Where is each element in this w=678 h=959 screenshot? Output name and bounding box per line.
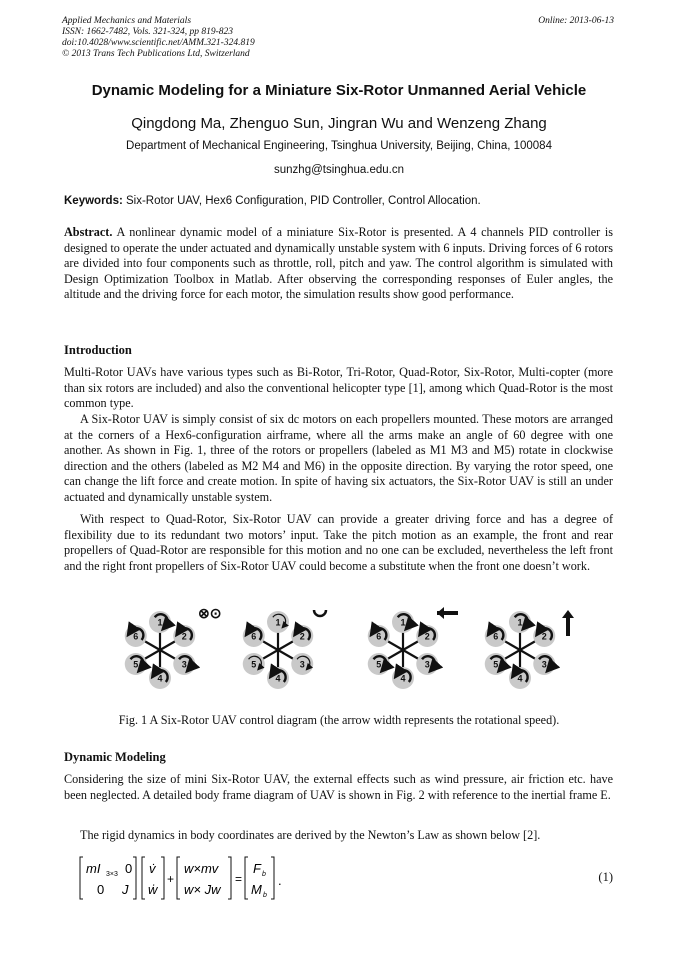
rotor-label: 4 (275, 673, 281, 684)
into-out-of-page-icon: ⊗⊙ (198, 605, 222, 621)
rotor-label: 2 (541, 631, 547, 642)
affiliation: Department of Mechanical Engineering, Tsinghua University, Beijing, China, 100084 (126, 140, 552, 152)
intro-heading: Introduction (64, 343, 132, 357)
rotor-label: 6 (251, 631, 257, 642)
hexacopter-panel-2 (243, 611, 313, 689)
keywords-text: Six-Rotor UAV, Hex6 Configuration, PID Controller, Control Allocation. (126, 195, 481, 207)
rotor-label: 3 (424, 659, 430, 670)
issn: ISSN: 1662-7482, Vols. 321-324, pp 819-823 (62, 27, 233, 37)
eq-r2-sub: b (263, 892, 267, 899)
matrix-brackets (80, 857, 274, 899)
left-arrowhead-icon (437, 607, 444, 619)
eq-t1: w×mv (184, 861, 219, 876)
yaw-rotation-icon (314, 610, 326, 616)
dynamic-paragraph-2-text: The rigid dynamics in body coordinates are derived by the Newton’s Law as shown below [2]. (80, 828, 541, 842)
intro-paragraph-3 (64, 512, 613, 574)
up-arrowhead-icon (562, 610, 574, 618)
rotor-label: 1 (517, 617, 523, 628)
six-rotor-control-diagram (0, 600, 678, 700)
equation-1 (78, 855, 298, 901)
dynamic-paragraph-2 (64, 828, 613, 844)
doi: doi:10.4028/www.scientific.net/AMM.321-324.819 (62, 38, 255, 48)
rotor-label: 4 (400, 673, 406, 684)
dynamic-paragraph-1: Considering the size of mini Six-Rotor UAV, the external effects such as wind pressure, air friction etc. have been neglected. A detailed body frame diagram of UAV is shown in Fig. 2 with reference to the inertial frame E. (64, 772, 613, 802)
paper-title: Dynamic Modeling for a Miniature Six-Rotor Unmanned Aerial Vehicle (91, 82, 587, 99)
rotor-label: 4 (157, 673, 163, 684)
eq-plus: + (167, 872, 175, 886)
eq-m22: J (122, 882, 129, 897)
rotor-label: 3 (541, 659, 547, 670)
rotor-label: 3 (299, 659, 305, 670)
journal-name: Applied Mechanics and Materials (62, 16, 192, 26)
online-date: Online: 2013-06-13 (538, 16, 614, 26)
rotor-label: 6 (493, 631, 499, 642)
authors: Qingdong Ma, Zhenguo Sun, Jingran Wu and Wenzeng Zhang (131, 115, 547, 132)
abstract (64, 225, 613, 303)
email: sunzhg@tsinghua.edu.cn (274, 164, 404, 176)
figure-caption: Fig. 1 A Six-Rotor UAV control diagram (the arrow width represents the rotational speed). (118, 713, 560, 727)
rotor-label: 5 (251, 659, 257, 670)
eq-v1: v̇ (149, 861, 156, 876)
eq-equals: = (235, 872, 243, 886)
rotor-label: 5 (376, 659, 382, 670)
intro-paragraph-2 (64, 412, 613, 506)
rotor-label: 1 (157, 617, 163, 628)
keywords (64, 195, 481, 207)
rotor-label: 2 (424, 631, 430, 642)
eq-dot: . (278, 873, 282, 888)
abstract-text: A nonlinear dynamic model of a miniature Six-Rotor is presented. A 4 channels PID controller is designed to operate the under actuated and dynamically unstable system with 6 inputs. Driving forces of 6 rotors are divided into four components such as throttle, roll, pitch and yaw. The control algorithm is simulated with Design Optimization Toolbox in Matlab. After observing the corresponding responses of Euler angles, the altitude and the driving force for each motor, the simulation results show good performance. (64, 225, 613, 302)
copyright: © 2013 Trans Tech Publications Ltd, Switzerland (62, 49, 250, 59)
rotor-label: 1 (275, 617, 281, 628)
equation-number: (1) (598, 870, 613, 884)
intro-paragraph-1: Multi-Rotor UAVs have various types such as Bi-Rotor, Tri-Rotor, Quad-Rotor, Six-Rotor, Multi-copter (more than six rotors are included) and also the conventional helicopter type [1], among which Quad-Rotor is the most common type. (64, 365, 613, 411)
journal-header (62, 16, 255, 60)
rotor-label: 4 (517, 673, 523, 684)
eq-m21: 0 (97, 882, 105, 897)
keywords-label: Keywords: (64, 195, 123, 207)
hexacopter-panel-3 (368, 611, 438, 689)
eq-r1: F (253, 861, 261, 876)
rotor-label: 1 (400, 617, 406, 628)
rotor-label: 6 (133, 631, 139, 642)
rotor-label: 5 (133, 659, 139, 670)
eq-m11: mI (86, 861, 101, 876)
eq-t2: w× Jw (184, 882, 221, 897)
dynamic-modeling-heading: Dynamic Modeling (64, 750, 166, 764)
rotor-label: 5 (493, 659, 499, 670)
rotor-label: 2 (181, 631, 187, 642)
rotor-label: 2 (299, 631, 305, 642)
abstract-label: Abstract. (64, 225, 113, 239)
intro-paragraph-3-text: With respect to Quad-Rotor, Six-Rotor UAV can provide a greater driving force and has a degree of flexibility due to its redundant two motors’ input. Take the pitch motion as an example, the front and rear propellers of Quad-Rotor are responsible for this motion and no one can be excluded, nevertheless the left front and the right front propellers of Six-Rotor UAV could become a substitute when the front one doesn’t work. (64, 512, 613, 573)
eq-m12: 0 (125, 861, 133, 876)
eq-v2: ẇ (148, 882, 158, 897)
hexacopter-panel-1 (125, 611, 195, 689)
eq-m11-sub: 3×3 (106, 871, 118, 878)
eq-r2: M (251, 882, 262, 897)
eq-r1-sub: b (262, 871, 266, 878)
rotor-label: 3 (181, 659, 187, 670)
rotor-label: 6 (376, 631, 382, 642)
hexacopter-panel-4 (485, 611, 555, 689)
intro-paragraph-2-text: A Six-Rotor UAV is simply consist of six dc motors on each propellers mounted. These motors are arranged at the corners of a Hex6-configuration airframe, where all the arms make an angle of 60 degree with one another. As shown in Fig. 1, three of the rotors or propellers (labeled as M1 M3 and M5) rotate in clockwise direction and the others (labeled as M2 M4 and M6) in the opposite direction. By varying the rotor speed, one can change the lift force and create motion. In spite of having six actuators, the Six-Rotor UAV is still an under actuated and dynamically unstable system. (64, 412, 613, 504)
